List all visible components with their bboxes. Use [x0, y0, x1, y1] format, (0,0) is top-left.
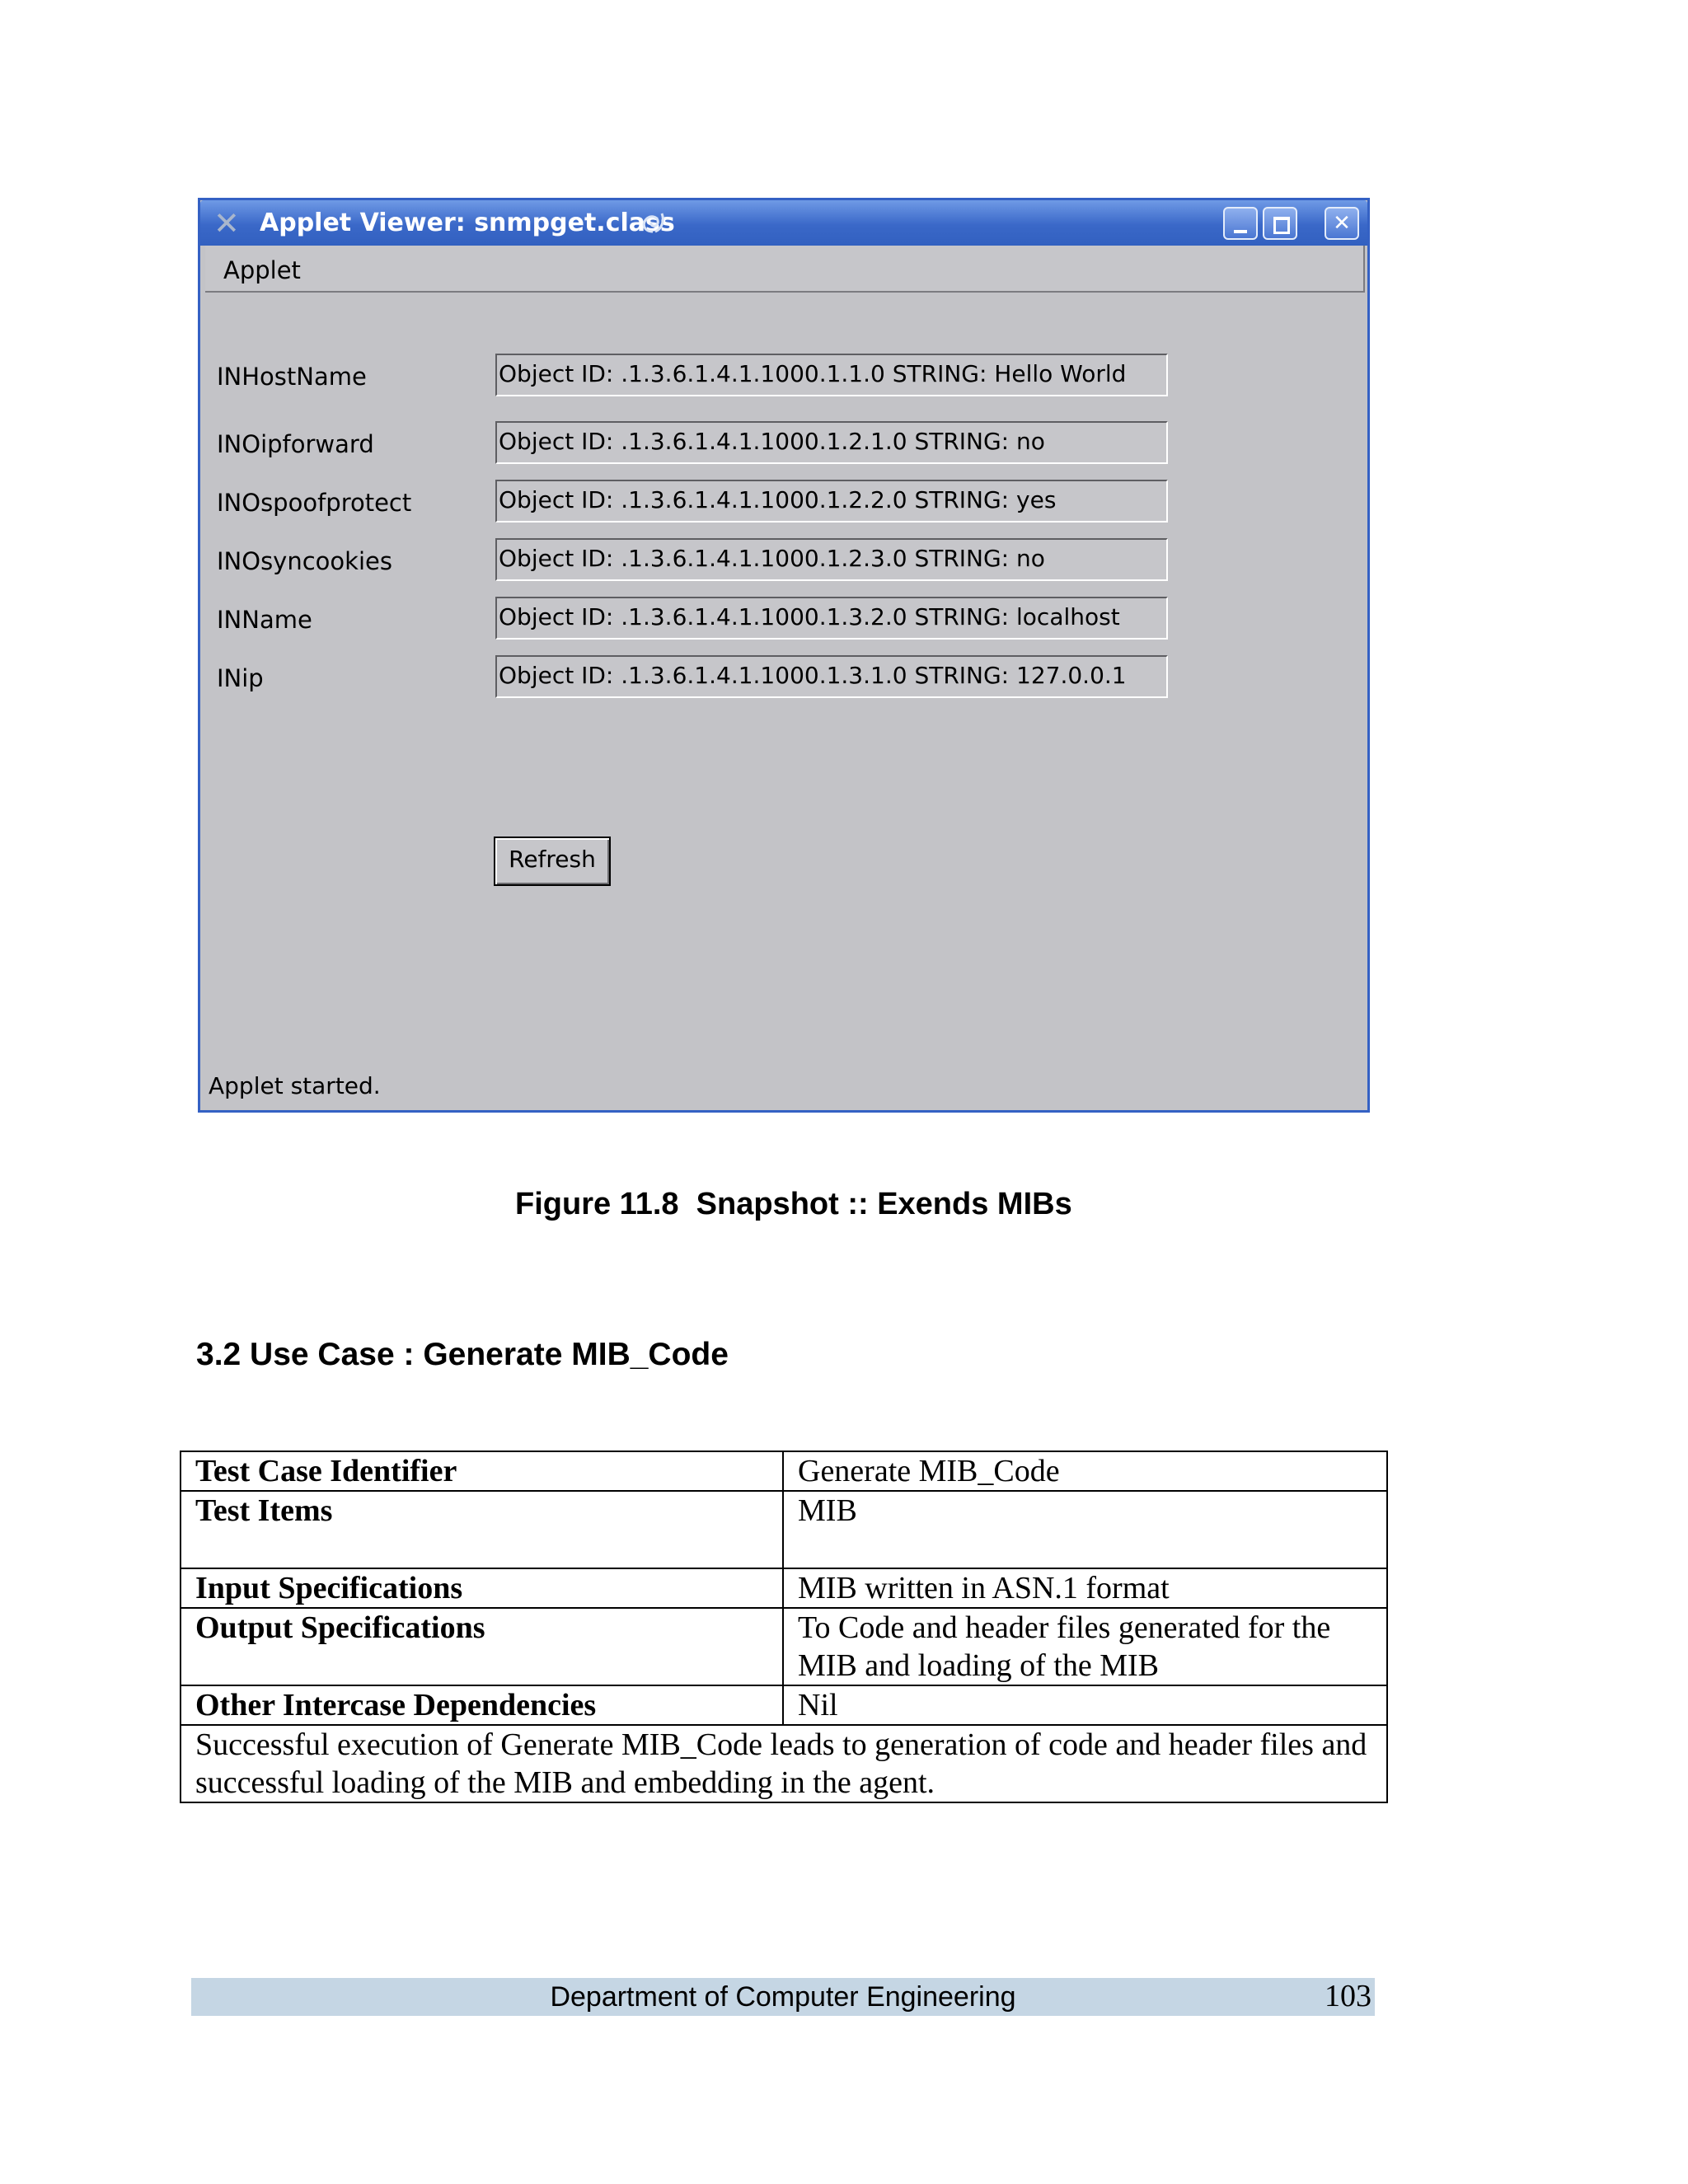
table-row — [181, 1568, 1387, 1608]
table-row — [181, 1491, 1387, 1568]
menu-applet[interactable]: Applet — [223, 256, 301, 284]
row-key: Other Intercase Dependencies — [181, 1685, 783, 1725]
table-row — [181, 1451, 1387, 1491]
page-footer — [191, 1978, 1375, 2016]
field-inoipforward[interactable]: Object ID: .1.3.6.1.4.1.1000.1.2.1.0 STRING: no — [495, 421, 1168, 464]
table-row — [181, 1685, 1387, 1725]
row-value: Nil — [783, 1685, 1387, 1725]
test-case-table — [180, 1451, 1388, 1803]
refresh-button[interactable]: Refresh — [494, 837, 611, 886]
maximize-button[interactable] — [1263, 207, 1297, 240]
row-value: To Code and header files generated for the MIB and loading of the MIB — [783, 1608, 1387, 1685]
row-key: Input Specifications — [181, 1568, 783, 1608]
row-key: Test Items — [181, 1491, 783, 1568]
row-key: Output Specifications — [181, 1608, 783, 1685]
label-inoipforward: INOipforward — [217, 430, 374, 458]
minimize-button[interactable] — [1223, 207, 1258, 240]
title-bar — [200, 200, 1367, 246]
label-inospoofprotect: INOspoofprotect — [217, 489, 412, 517]
field-inname[interactable]: Object ID: .1.3.6.1.4.1.1000.1.3.2.0 STRING: localhost — [495, 597, 1168, 640]
table-row — [181, 1608, 1387, 1685]
row-value: Generate MIB_Code — [783, 1451, 1387, 1491]
label-inname: INName — [217, 606, 312, 634]
label-inip: INip — [217, 664, 264, 692]
footer-text: Department of Computer Engineering — [550, 1981, 1016, 2013]
row-key: Test Case Identifier — [181, 1451, 783, 1491]
menu-bar — [205, 246, 1365, 293]
swirl-icon — [637, 207, 668, 238]
field-inospoofprotect[interactable]: Object ID: .1.3.6.1.4.1.1000.1.2.2.0 STRING: yes — [495, 480, 1168, 523]
field-inip[interactable]: Object ID: .1.3.6.1.4.1.1000.1.3.1.0 STRING: 127.0.0.1 — [495, 655, 1168, 698]
label-inhostname: INHostName — [217, 363, 367, 391]
row-value: MIB written in ASN.1 format — [783, 1568, 1387, 1608]
field-inosyncookies[interactable]: Object ID: .1.3.6.1.4.1.1000.1.2.3.0 STRING: no — [495, 538, 1168, 581]
status-text: Applet started. — [209, 1072, 381, 1099]
table-row — [181, 1725, 1387, 1802]
applet-window — [198, 198, 1370, 1113]
label-inosyncookies: INOsyncookies — [217, 547, 392, 575]
field-inhostname[interactable]: Object ID: .1.3.6.1.4.1.1000.1.1.0 STRING: Hello World — [495, 354, 1168, 396]
figure-caption: Figure 11.8 Snapshot :: Exends MIBs — [515, 1187, 1072, 1221]
x-window-icon: ✕ — [213, 205, 240, 241]
row-value: MIB — [783, 1491, 1387, 1568]
page-number: 103 — [1325, 1979, 1372, 2013]
close-button[interactable]: ✕ — [1325, 207, 1359, 240]
summary-cell: Successful execution of Generate MIB_Code leads to generation of code and header files and successful loading of the MIB and embedding in the agent. — [181, 1725, 1387, 1802]
window-title: Applet Viewer: snmpget.class — [260, 209, 675, 237]
section-heading: 3.2 Use Case : Generate MIB_Code — [196, 1337, 729, 1372]
